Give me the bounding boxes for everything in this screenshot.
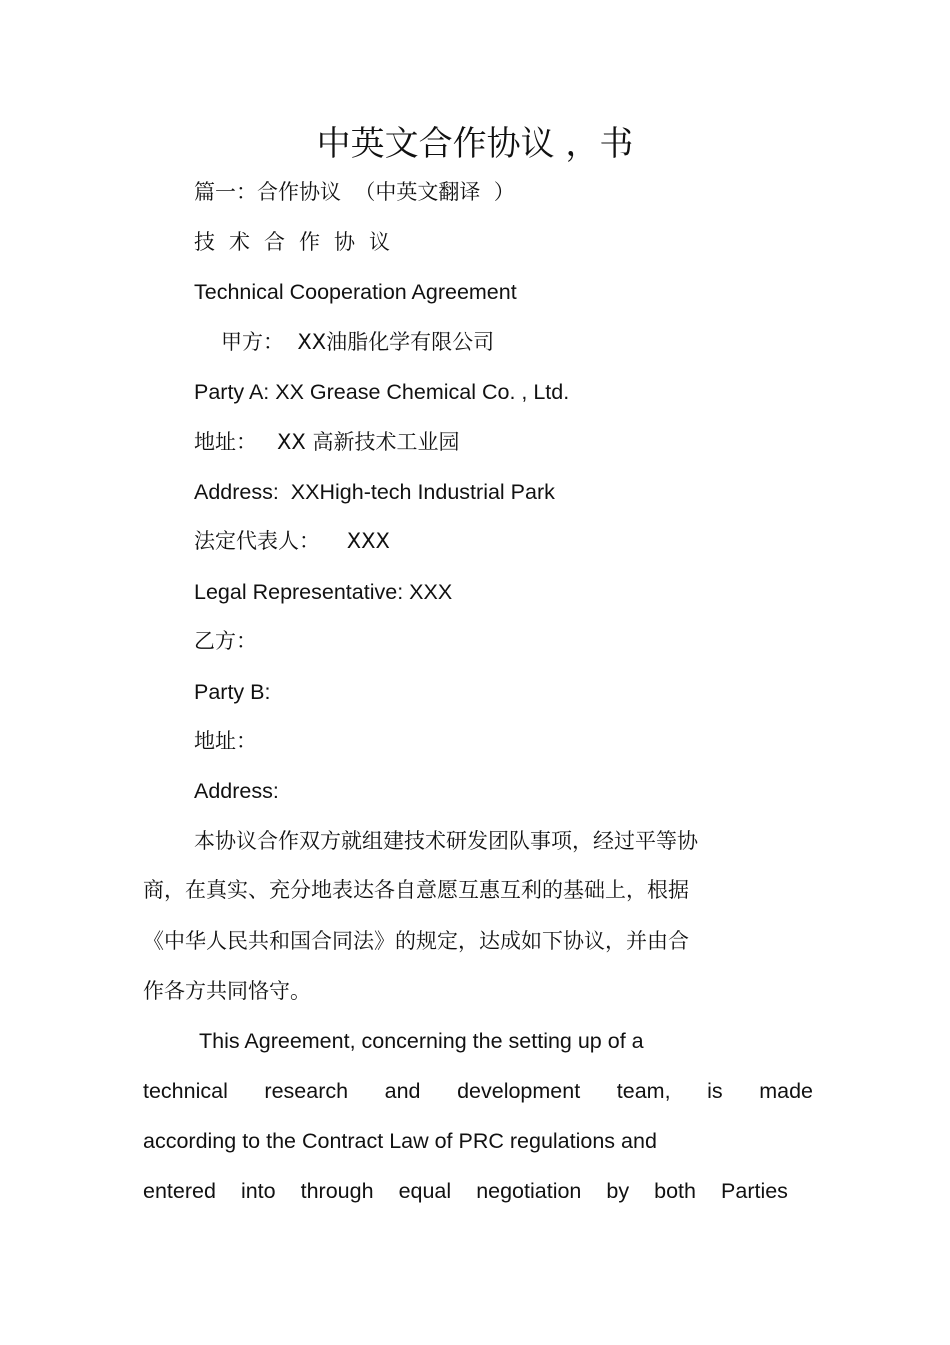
paragraph-en-line-1: This Agreement, concerning the setting up of a xyxy=(199,1029,644,1053)
word: through xyxy=(300,1179,374,1203)
word: technical xyxy=(143,1079,228,1103)
word: equal xyxy=(398,1179,452,1203)
document-title: 中英文合作协议 ，书 xyxy=(316,124,634,164)
word: team, xyxy=(616,1079,671,1103)
legal-rep-cn: 法定代表人： XXX xyxy=(194,529,390,553)
address-a-en: Address: XXHigh-tech Industrial Park xyxy=(194,480,555,504)
party-a-en: Party A: XX Grease Chemical Co. , Ltd. xyxy=(194,380,570,404)
word: Parties xyxy=(721,1179,788,1203)
party-a-cn: 甲方： XX油脂化学有限公司 xyxy=(221,330,495,354)
paragraph-en-line-2 xyxy=(143,1077,813,1105)
legal-rep-en: Legal Representative: XXX xyxy=(194,580,453,604)
party-b-en: Party B: xyxy=(194,680,271,704)
word: entered xyxy=(143,1179,216,1203)
paragraph-cn-line-2: 商，在真实、充分地表达各自意愿互惠互利的基础上，根据 xyxy=(143,878,689,902)
word: negotiation xyxy=(476,1179,582,1203)
word: by xyxy=(606,1179,630,1203)
paragraph-cn-line-4: 作各方共同恪守。 xyxy=(143,979,311,1003)
paragraph-cn-line-3: 《中华人民共和国合同法》的规定，达成如下协议，并由合 xyxy=(143,929,689,953)
address-a-cn: 地址： XX 高新技术工业园 xyxy=(194,430,460,454)
word: made xyxy=(759,1079,813,1103)
paragraph-cn-line-1: 本协议合作双方就组建技术研发团队事项，经过平等协 xyxy=(194,829,698,853)
subtitle: 篇一：合作协议 （中英文翻译 ） xyxy=(194,180,515,204)
word: is xyxy=(707,1079,723,1103)
word: research xyxy=(264,1079,349,1103)
address-b-cn: 地址： xyxy=(194,729,257,753)
paragraph-en-line-3: according to the Contract Law of PRC regulations and xyxy=(143,1129,657,1153)
word: and xyxy=(384,1079,421,1103)
heading-cn: 技术合作协议 xyxy=(194,230,404,254)
word: into xyxy=(240,1179,276,1203)
party-b-cn: 乙方： xyxy=(194,629,257,653)
heading-en: Technical Cooperation Agreement xyxy=(194,280,517,304)
word: both xyxy=(654,1179,696,1203)
address-b-en: Address: xyxy=(194,779,279,803)
paragraph-en-line-4 xyxy=(143,1177,788,1205)
word: development xyxy=(457,1079,581,1103)
